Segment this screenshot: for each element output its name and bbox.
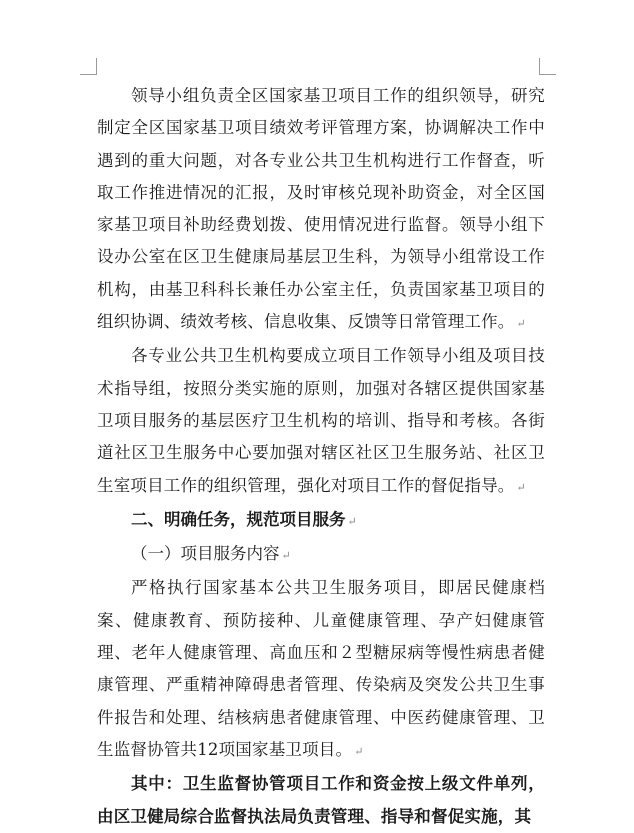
section-heading[interactable] bbox=[97, 504, 545, 538]
paragraph-text: 各专业公共卫生机构要成立项目工作领导小组及项目技术指导组，按照分类实施的原则，加强对各辖区提供国家基卫项目服务的基层医疗卫生机构的培训、指导和考核。各街道社区卫生服务中心要加强对辖区社区卫生服务站、社区卫生室项目工作的组织管理，强化对项目工作的督促指导。 bbox=[97, 346, 545, 495]
paragraph-text: 领导小组负责全区国家基卫项目工作的组织领导，研究制定全区国家基卫项目绩效考评管理方案，协调解决工作中遇到的重大问题，对各专业公共卫生机构进行工作督查，听取工作推进情况的汇报，及时审核兑现补助资金，对全区国家基卫项目补助经费划拨、使用情况进行监督。领导小组下设办公室在区卫生健康局基层卫生科，为领导小组常设工作机构，由基卫科科长兼任办公室主任，负责国家基卫项目的组织协调、绩效考核、信息收集、反馈等日常管理工作。 bbox=[97, 86, 545, 332]
subheading-text: （一）项目服务内容 bbox=[131, 544, 280, 564]
paragraph-mark-icon: ↵ bbox=[354, 744, 364, 758]
document-body[interactable] bbox=[97, 80, 545, 833]
paragraph-mark-icon: ↵ bbox=[516, 480, 526, 494]
top-right-margin-corner-mark bbox=[539, 58, 556, 75]
heading-text: 二、明确任务，规范项目服务 bbox=[131, 509, 346, 529]
paragraph-supervision-note[interactable] bbox=[97, 768, 545, 833]
paragraph-mark-icon: ↵ bbox=[347, 514, 357, 528]
paragraph-public-health-institutions[interactable] bbox=[97, 340, 545, 503]
paragraph-mark-icon: ↵ bbox=[281, 549, 291, 563]
paragraph-text: 其中：卫生监督协管项目工作和资金按上级文件单列，由区卫健局综合监督执法局负责管理、指导和督促实施，其 bbox=[97, 774, 545, 826]
paragraph-leadership-group[interactable] bbox=[97, 80, 545, 340]
paragraph-service-items[interactable] bbox=[97, 572, 545, 768]
paragraph-text: 严格执行国家基本公共卫生服务项目，即居民健康档案、健康教育、预防接种、儿童健康管理、孕产妇健康管理、老年人健康管理、高血压和２型糖尿病等慢性病患者健康管理、严重精神障碍患者管理、传染病及突发公共卫生事件报告和处理、结核病患者健康管理、中医药健康管理、卫生监督协管共12项国家基卫项目。 bbox=[97, 578, 545, 759]
top-left-margin-corner-mark bbox=[80, 58, 97, 75]
paragraph-mark-icon: ↵ bbox=[516, 317, 526, 331]
subsection-heading[interactable] bbox=[97, 538, 545, 572]
